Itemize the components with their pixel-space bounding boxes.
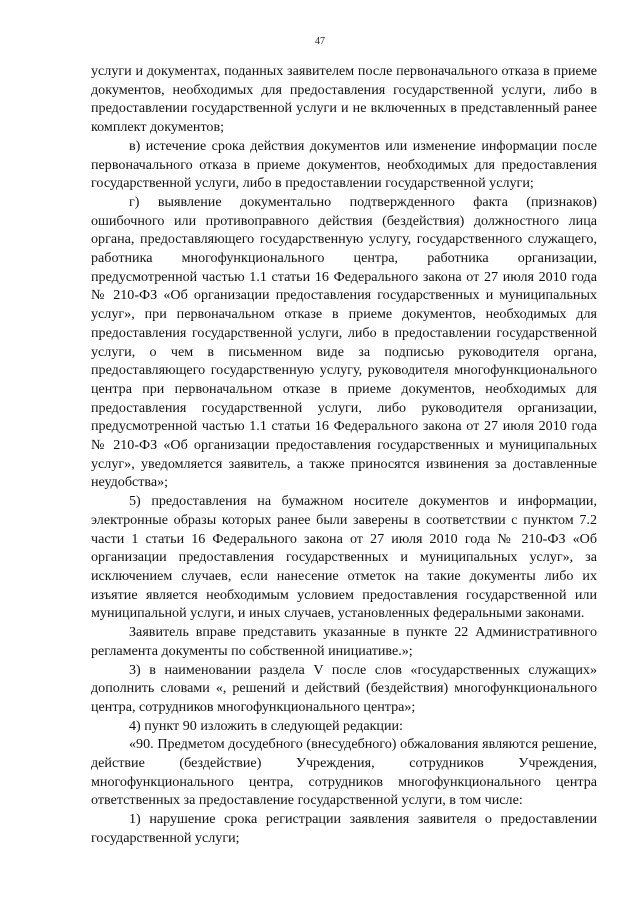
page-number: 47 bbox=[315, 36, 325, 47]
paragraph: «90. Предметом досудебного (внесудебного) обжалования являются решение, действие (бездействие) Учреждения, сотрудников Учреждения, многофункционального центра, сотрудников многофункционального центра ответственных за предоставление государственной услуги, в том числе: bbox=[91, 736, 597, 809]
paragraph: в) истечение срока действия документов или изменение информации после первоначального отказа в приеме документов, необходимых для предоставления государственной услуги, либо в предоставлении государственной услуги; bbox=[91, 137, 597, 192]
paragraph: услуги и документах, поданных заявителем после первоначального отказа в приеме документов, необходимых для предоставления государственной услуги, либо в предоставлении государственной услуги и не включенных в представленный ранее комплект документов; bbox=[91, 63, 597, 136]
paragraph: 5) предоставления на бумажном носителе документов и информации, электронные образы которых ранее были заверены в соответствии с пунктом 7.2 части 1 статьи 16 Федерального закона от 27 июля 2010 года № 210-ФЗ «Об организации предоставления государственных и муниципальных услуг», за исключением случаев, если нанесение отметок на такие документы либо их изъятие является необходимым условием предоставления государственной или муниципальной услуги, и иных случаев, установленных федеральными законами. bbox=[91, 493, 597, 622]
paragraph: 3) в наименовании раздела V после слов «государственных служащих» дополнить словами «, решений и действий (бездействия) многофункционального центра, сотрудников многофункционального центра»; bbox=[91, 661, 597, 715]
paragraph: 1) нарушение срока регистрации заявления заявителя о предоставлении государственной услуги; bbox=[91, 811, 597, 846]
paragraph: Заявитель вправе представить указанные в пункте 22 Административного регламента документы по собственной инициативе.»; bbox=[91, 624, 597, 659]
paragraph: г) выявление документально подтвержденного факта (признаков) ошибочного или противоправного действия (бездействия) должностного лица органа, предоставляющего государственную услугу, государственного служащего, работника многофункционального центра, работника организации, предусмотренной частью 1.1 статьи 16 Федерального закона от 27 июля 2010 года № 210-ФЗ «Об организации предоставления государственных и муниципальных услуг», при первоначальном отказе в приеме документов, необходимых для предоставления государственной услуги, либо в предоставлении государственной услуги, о чем в письменном виде за подписью руководителя органа, предоставляющего государственную услугу, руководителя многофункционального центра при первоначальном отказе в приеме документов, необходимых для предоставления государственной услуги, либо руководителя организации, предусмотренной частью 1.1 статьи 16 Федерального закона от 27 июля 2010 года № 210-ФЗ «Об организации предоставления государственных и муниципальных услуг», уведомляется заявитель, а также приносятся извинения за доставленные неудобства»; bbox=[91, 193, 597, 491]
document-body bbox=[91, 62, 597, 848]
paragraph: 4) пункт 90 изложить в следующей редакции: bbox=[129, 717, 403, 734]
